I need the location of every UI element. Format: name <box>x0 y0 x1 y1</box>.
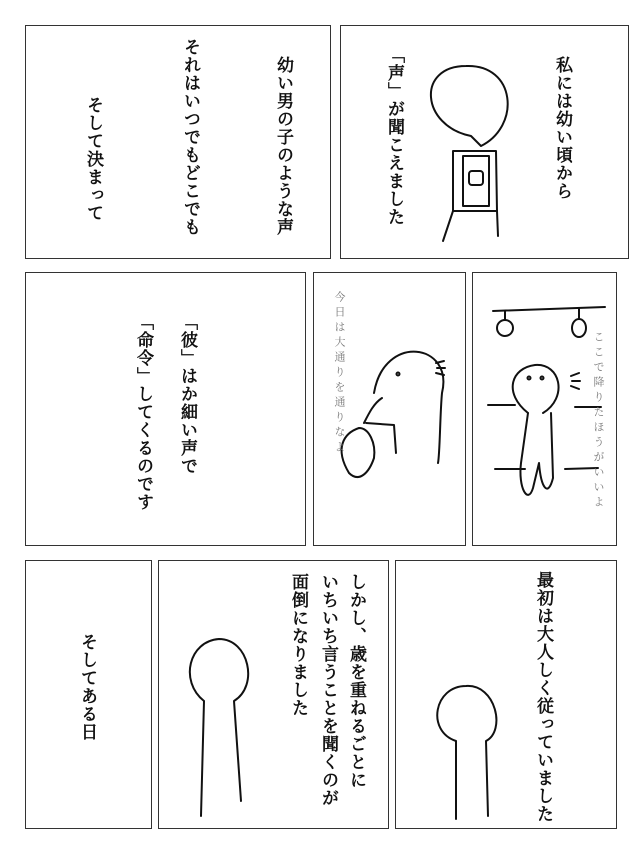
panel-2 <box>25 25 331 259</box>
panel-1 <box>340 25 629 259</box>
panel-5 <box>472 272 617 546</box>
panel-7 <box>158 560 389 829</box>
panel-8 <box>25 560 152 829</box>
caption-line: それはいつでもどこでも <box>180 38 200 236</box>
caption-line: 面倒になりました <box>288 573 308 717</box>
caption-line: いちいち言うことを聞くのが <box>318 573 338 807</box>
caption-line: そしてある日 <box>77 633 97 741</box>
caption-line: 「声」が聞こえました <box>384 46 404 226</box>
caption-line: しかし、歳を重ねるごとに <box>346 573 366 789</box>
caption-line: 幼い男の子のような声 <box>273 56 293 236</box>
speech-text: ここで降りたほうがいいよ <box>592 331 605 511</box>
panel-6 <box>395 560 617 829</box>
caption-line: 「命令」してくるのです <box>133 313 153 511</box>
panel-3 <box>25 272 306 546</box>
figure-silhouette <box>396 561 618 830</box>
caption-line: 「彼」はか細い声で <box>177 313 197 475</box>
caption-line: そして決まって <box>83 96 103 222</box>
caption-line: 私には幼い頃から <box>552 56 572 200</box>
caption-line: 最初は大人しく従っていました <box>533 571 553 823</box>
panel-4 <box>313 272 466 546</box>
speech-text: 今日は大通りを通りなよ <box>333 291 346 456</box>
